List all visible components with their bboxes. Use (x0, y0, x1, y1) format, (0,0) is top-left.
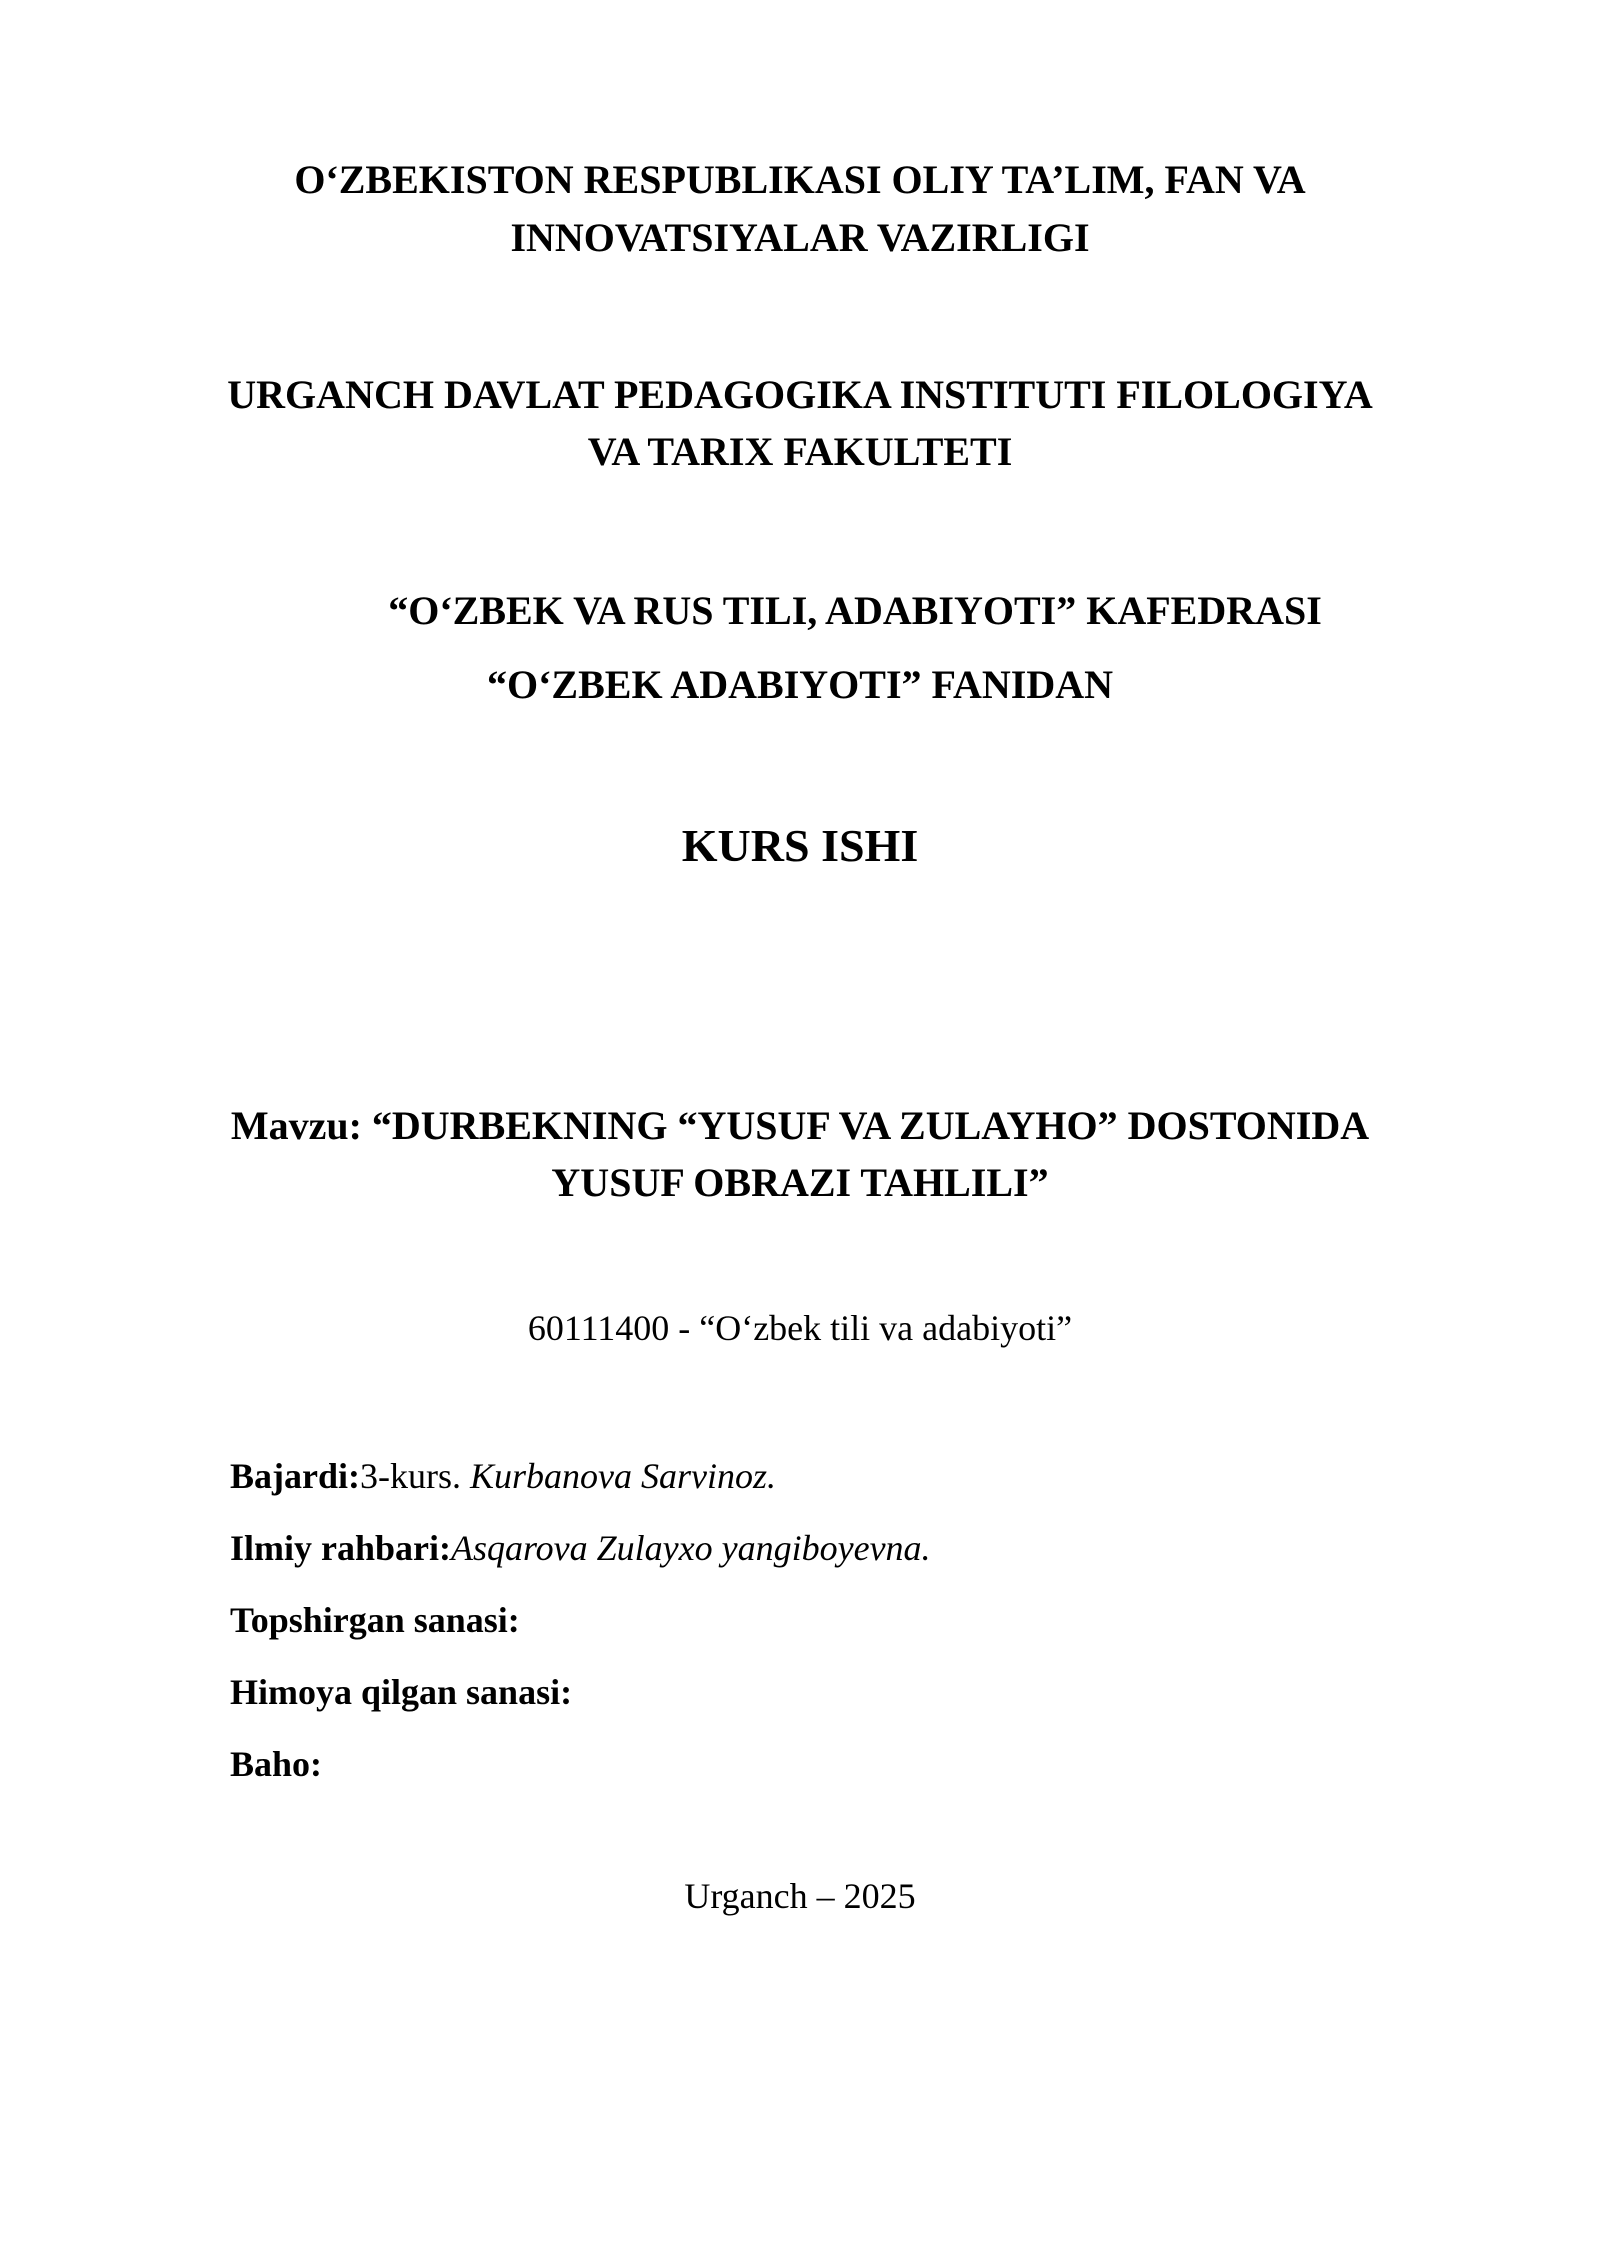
city-year: Urganch – 2025 (684, 1876, 916, 1916)
specialty-line: 60111400 - “O‘zbek tili va adabiyoti” (527, 1308, 1073, 1348)
supervisor-name: Asqarova Zulayxo yangiboyevna. (451, 1528, 931, 1568)
defended-date-label: Himoya qilgan sanasi: (230, 1672, 573, 1712)
supervisor-label: Ilmiy rahbari: (230, 1528, 451, 1568)
grade-field (230, 1746, 322, 1782)
institute-line-1: URGANCH DAVLAT PEDAGOGIKA INSTITUTI FILOLOGIYA (227, 372, 1373, 417)
submitted-date-label: Topshirgan sanasi: (230, 1600, 520, 1640)
defended-date-field (230, 1674, 572, 1710)
author-field (230, 1458, 776, 1494)
topic-line-1: Mavzu: “DURBEKNING “YUSUF VA ZULAYHO” DOSTONIDA (230, 1103, 1370, 1148)
ministry-line-1: O‘ZBEKISTON RESPUBLIKASI OLIY TA’LIM, FAN VA (294, 157, 1306, 202)
author-label: Bajardi: (230, 1456, 360, 1496)
supervisor-field (230, 1530, 931, 1566)
department-line: “O‘ZBEK VA RUS TILI, ADABIYOTI” KAFEDRASI (388, 588, 1322, 633)
topic-line-2: YUSUF OBRAZI TAHLILI” (551, 1160, 1049, 1205)
institute-line-2: VA TARIX FAKULTETI (587, 429, 1013, 474)
author-course: 3-kurs. (360, 1456, 470, 1496)
ministry-line-2: INNOVATSIYALAR VAZIRLIGI (510, 215, 1090, 260)
grade-label: Baho: (230, 1744, 323, 1784)
author-name: Kurbanova Sarvinoz. (470, 1456, 776, 1496)
submitted-date-field (230, 1602, 520, 1638)
subject-line: “O‘ZBEK ADABIYOTI” FANIDAN (487, 662, 1113, 707)
document-type: KURS ISHI (681, 820, 919, 871)
